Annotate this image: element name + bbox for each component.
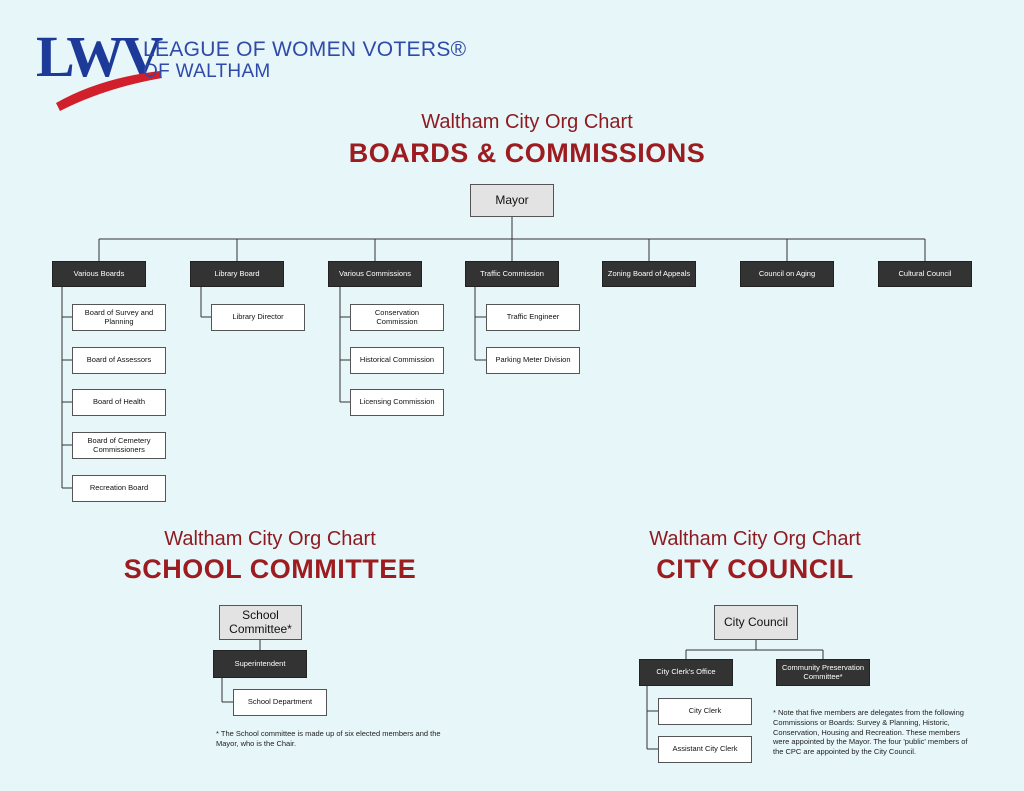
council-on-aging-box: Council on Aging <box>740 261 834 287</box>
various-commissions-box: Various Commissions <box>328 261 422 287</box>
commission-child-box: Licensing Commission <box>350 389 444 416</box>
library-director-box: Library Director <box>211 304 305 331</box>
assistant-city-clerk-box: Assistant City Clerk <box>658 736 752 763</box>
city-council-box: City Council <box>714 605 798 640</box>
school-title: SCHOOL COMMITTEE <box>123 554 417 584</box>
council-title: CITY COUNCIL <box>656 554 854 584</box>
superintendent-box: Superintendent <box>213 650 307 678</box>
board-child-box: Board of Survey and Planning <box>72 304 166 331</box>
boards-subtitle: Waltham City Org Chart <box>421 111 633 133</box>
board-child-box: Board of Assessors <box>72 347 166 374</box>
school-note: * The School committee is made up of six elected members and the Mayor, who is the Chair. <box>216 729 441 748</box>
parking-meter-box: Parking Meter Division <box>486 347 580 374</box>
commission-child-box: Conservation Commission <box>350 304 444 331</box>
various-boards-box: Various Boards <box>52 261 146 287</box>
school-department-box: School Department <box>233 689 327 716</box>
cpc-box: Community Preservation Committee* <box>776 659 870 686</box>
council-note: * Note that five members are delegates from the following Commissions or Boards: Survey & Planning, Historic, Conservation, Housing and Recreation. These members were appointed by the Mayor. The four 'public' members of the CPC are appointed by the City Council. <box>773 708 968 756</box>
council-subtitle: Waltham City Org Chart <box>649 528 861 550</box>
logo-line2: OF WALTHAM <box>143 61 271 82</box>
city-clerk-box: City Clerk <box>658 698 752 725</box>
board-child-box: Board of Cemetery Commissioners <box>72 432 166 459</box>
commission-child-box: Historical Commission <box>350 347 444 374</box>
mayor-box: Mayor <box>470 184 554 217</box>
logo-mark: LWV <box>36 24 161 89</box>
zoning-board-box: Zoning Board of Appeals <box>602 261 696 287</box>
logo-line1: LEAGUE OF WOMEN VOTERS® <box>143 38 467 61</box>
traffic-commission-box: Traffic Commission <box>465 261 559 287</box>
school-subtitle: Waltham City Org Chart <box>164 528 376 550</box>
library-board-box: Library Board <box>190 261 284 287</box>
board-child-box: Board of Health <box>72 389 166 416</box>
traffic-engineer-box: Traffic Engineer <box>486 304 580 331</box>
cultural-council-box: Cultural Council <box>878 261 972 287</box>
school-committee-box: School Committee* <box>219 605 302 640</box>
city-clerks-office-box: City Clerk's Office <box>639 659 733 686</box>
boards-title: BOARDS & COMMISSIONS <box>348 138 706 168</box>
board-child-box: Recreation Board <box>72 475 166 502</box>
